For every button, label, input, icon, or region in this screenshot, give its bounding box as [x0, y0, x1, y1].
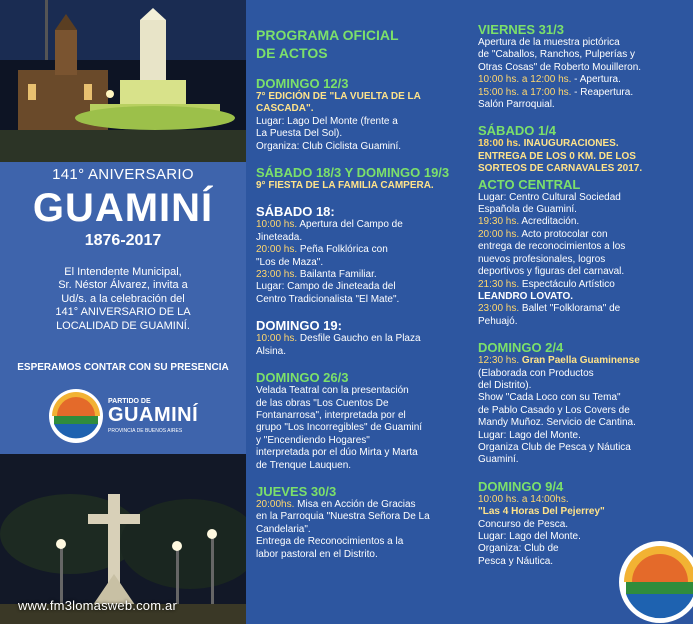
- invitation-line: Sr. Néstor Álvarez, invita a: [58, 279, 188, 292]
- event-text: SORTEOS DE CARNAVALES 2017.: [478, 163, 643, 175]
- event-text: CASCADA".: [256, 103, 314, 115]
- event-text: Española de Guaminí.: [478, 204, 577, 216]
- event-text: La Puesta Del Sol).: [256, 128, 343, 140]
- event-text: Concurso de Pesca.: [478, 518, 569, 530]
- event-text: del Distrito).: [478, 379, 532, 391]
- event-time: 19:30 hs.: [478, 216, 520, 228]
- event-text: Pehuajó.: [478, 315, 518, 327]
- event-text: de Trenque Lauquen.: [256, 459, 352, 471]
- section-sabado-1: SÁBADO 1/4: [478, 123, 557, 139]
- event-text: Centro Tradicionalista "El Mate".: [256, 293, 400, 305]
- event-text: [478, 74, 688, 86]
- event-text: [256, 269, 474, 281]
- event-time: 12:30 hs.: [478, 355, 520, 367]
- logo-subtitle: PROVINCIA DE BUENOS AIRES: [108, 428, 183, 434]
- event-text: Mandy Muñoz. Servicio de Cantina.: [478, 417, 636, 429]
- event-time: 20:00 hs.: [256, 244, 298, 256]
- event-time: 10:00 hs.: [256, 333, 298, 345]
- invitation-line: Ud/s. a la celebración del: [61, 292, 185, 305]
- event-desc: Peña Folklórica con: [297, 244, 388, 256]
- event-time: 20:00 hs.: [478, 228, 520, 240]
- event-text: grupo "Los Incorregibles" de Guaminí: [256, 422, 423, 434]
- event-time: 10:00 hs. a 12:00 hs.: [478, 74, 572, 86]
- logo-name: GUAMINÍ: [108, 404, 199, 426]
- expect-message: ESPERAMOS CONTAR CON SU PRESENCIA: [17, 362, 229, 373]
- event-text: Show "Cada Loco con su Tema": [478, 392, 621, 404]
- event-text: [256, 499, 474, 511]
- event-text: Apertura de la muestra pictórica: [478, 37, 620, 48]
- event-text: interpretada por el dúo Mirta y Marta: [256, 447, 418, 459]
- event-desc: - Apertura.: [571, 74, 621, 86]
- event-text: 9° FIESTA DE LA FAMILIA CAMPERA.: [256, 180, 434, 192]
- event-desc: Bailanta Familiar.: [297, 269, 377, 281]
- event-text: LEANDRO LOVATO.: [478, 290, 573, 302]
- town-name: GUAMINÍ: [32, 186, 214, 230]
- event-text: deportivos y figuras del carnaval.: [478, 266, 625, 278]
- section-domingo-26: DOMINGO 26/3: [256, 370, 349, 386]
- event-text: [478, 303, 688, 315]
- event-desc: Desfile Gaucho en la Plaza: [297, 333, 421, 345]
- section-sabado-domingo-18-19: SÁBADO 18/3 Y DOMINGO 19/3: [256, 165, 450, 181]
- section-domingo-12: DOMINGO 12/3: [256, 76, 349, 91]
- invitation-line: 141° ANIVERSARIO DE LA: [55, 306, 191, 319]
- event-time: 21:30 hs.: [478, 278, 520, 290]
- website-url: www.fm3lomasweb.com.ar: [18, 598, 177, 613]
- event-text: [478, 229, 688, 241]
- event-desc: Ballet "Folklorama" de: [519, 303, 621, 315]
- left-panel: [0, 0, 246, 624]
- event-desc: Misa en Acción de Gracias: [294, 498, 416, 510]
- event-text: (Elaborada con Productos: [478, 367, 594, 379]
- invitation-text: [0, 266, 246, 333]
- section-domingo-2: DOMINGO 2/4: [478, 340, 564, 356]
- corner-sun-logo-icon: [618, 540, 693, 624]
- sun-lake-logo-icon: [48, 388, 104, 444]
- event-desc: - Reapertura.: [571, 86, 634, 98]
- event-text: de Pablo Casado y Los Covers de: [478, 404, 630, 416]
- section-viernes-31: VIERNES 31/3: [478, 22, 564, 37]
- program-panel: [246, 0, 693, 624]
- section-jueves-30: JUEVES 30/3: [256, 483, 337, 499]
- event-text: en la Parroquia "Nuestra Señora De La: [256, 511, 430, 523]
- event-time: 10:00 hs.: [256, 219, 298, 231]
- event-text: [478, 216, 688, 228]
- event-text: Organiza: Club de: [478, 543, 559, 555]
- event-text: [478, 87, 688, 99]
- event-time: 20:00hs.: [256, 498, 295, 510]
- event-text: Pesca y Náutica.: [478, 555, 554, 567]
- years-range: 1876-2017: [84, 232, 162, 249]
- section-sabado-18: SÁBADO 18:: [256, 204, 335, 220]
- program-column-1: [256, 0, 474, 561]
- event-text: "Las 4 Horas Del Pejerrey": [478, 506, 605, 518]
- event-text: Candelaria".: [256, 523, 311, 535]
- program-title: [256, 26, 474, 62]
- event-text: de "Caballos, Ranchos, Pulperías y: [478, 49, 635, 61]
- event-text: [478, 279, 688, 291]
- church-night-photo: [0, 0, 246, 162]
- event-time: 10:00 hs. a 14:00hs.: [478, 493, 569, 505]
- anniversary-label: 141° ANIVERSARIO: [52, 166, 194, 183]
- event-time: 15:00 hs. a 17:00 hs.: [478, 86, 572, 98]
- event-desc: INAUGURACIONES.: [520, 138, 619, 150]
- event-text: Guaminí.: [478, 454, 519, 466]
- event-text: [478, 138, 688, 150]
- event-text: Fontanarrosa", interpretada por el: [256, 409, 406, 421]
- event-text: [256, 244, 474, 256]
- invitation-line: LOCALIDAD DE GUAMINÍ.: [56, 319, 190, 332]
- event-text: nuevos profesionales, logros: [478, 253, 606, 265]
- event-text: Lugar: Lago del Monte.: [478, 531, 581, 542]
- event-desc: Gran Paella Guaminense: [519, 355, 640, 367]
- invitation-line: El Intendente Municipal,: [64, 266, 182, 278]
- event-time: 23:00 hs.: [478, 303, 520, 315]
- event-text: Alsina.: [256, 345, 287, 357]
- event-desc: Acto protocolar con: [519, 228, 608, 240]
- event-text: Lugar: Lago del Monte.: [478, 429, 581, 441]
- event-desc: Apertura del Campo de: [297, 219, 403, 231]
- event-text: 7° EDICIÓN DE "LA VUELTA DE LA: [256, 91, 421, 102]
- event-text: Organiza: Club Ciclista Guaminí.: [256, 140, 402, 152]
- event-text: "Los de Maza".: [256, 256, 324, 268]
- event-text: ENTREGA DE LOS 0 KM. DE LOS: [478, 150, 636, 162]
- event-text: Jineteada.: [256, 231, 303, 243]
- event-desc: Espectáculo Artístico: [519, 278, 615, 290]
- event-text: Entrega de Reconocimientos a la: [256, 536, 404, 548]
- event-time: 18:00 hs.: [478, 138, 521, 150]
- event-text: de las obras "Los Cuentos De: [256, 397, 389, 409]
- logo-small-text: PARTIDO DE: [108, 398, 151, 405]
- anniversary-block: [0, 162, 246, 454]
- event-text: Lugar: Campo de Jineteada del: [256, 281, 396, 293]
- section-acto-central: ACTO CENTRAL: [478, 176, 581, 192]
- event-text: y "Encendiendo Hogares": [256, 434, 370, 446]
- program-title-line: DE ACTOS: [256, 45, 328, 61]
- event-text: Organiza Club de Pesca y Náutica: [478, 441, 631, 453]
- section-domingo-19: DOMINGO 19:: [256, 318, 342, 334]
- event-text: Lugar: Lago Del Monte (frente a: [256, 115, 398, 127]
- event-text: Velada Teatral con la presentación: [256, 385, 409, 397]
- event-desc: Acreditación.: [519, 216, 580, 228]
- event-text: [256, 333, 474, 345]
- section-domingo-9: DOMINGO 9/4: [478, 478, 564, 494]
- event-text: [478, 355, 688, 367]
- program-column-2: [478, 0, 688, 568]
- municipal-logo: [48, 388, 208, 444]
- event-text: Salón Parroquial.: [478, 99, 555, 111]
- event-text: Otras Cosas" de Roberto Mouilleron.: [478, 61, 642, 73]
- event-text: Lugar: Centro Cultural Sociedad: [478, 191, 621, 203]
- event-time: 23:00 hs.: [256, 269, 298, 281]
- program-title-line: PROGRAMA OFICIAL: [256, 27, 399, 43]
- event-text: entrega de reconocimientos a los: [478, 241, 626, 253]
- event-text: labor pastoral en el Distrito.: [256, 548, 378, 560]
- event-text: [256, 219, 474, 231]
